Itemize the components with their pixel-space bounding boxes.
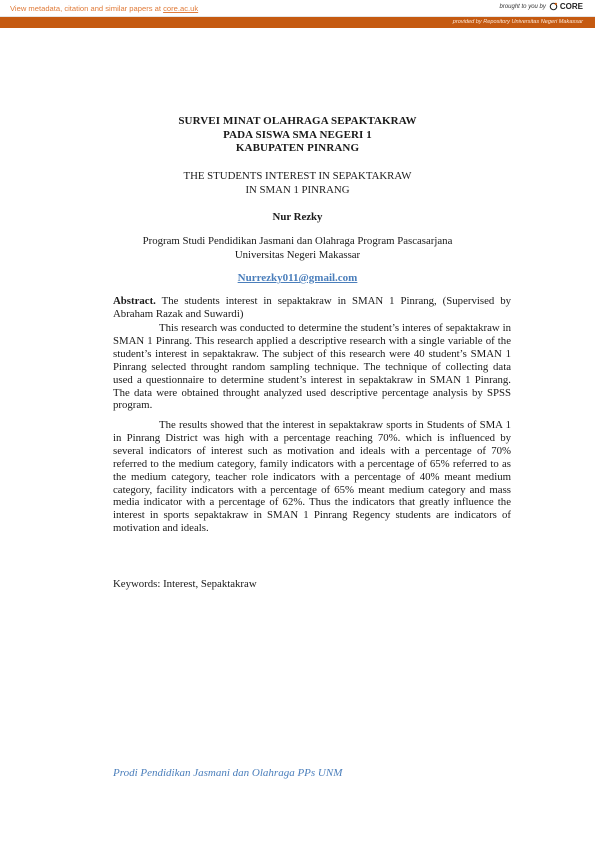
paper-title-id xyxy=(0,115,595,156)
provided-by-text: provided by Repository Universitas Negeri Makassar xyxy=(452,19,583,25)
brought-by-label: brought to you by xyxy=(499,3,546,10)
author-email-link[interactable]: Nurrezky011@gmail.com xyxy=(237,272,358,284)
title-en-line: THE STUDENTS INTEREST IN SEPAKTAKRAW xyxy=(183,170,412,182)
title-line: KABUPATEN PINRANG xyxy=(235,142,360,154)
abstract-intro-text: The students interest in sepaktakraw in SMAN 1 Pinrang, (Supervised by Abraham Razak and Suwardi) xyxy=(113,295,511,320)
abstract-intro xyxy=(113,295,511,321)
abstract-label: Abstract. xyxy=(113,295,156,307)
core-header xyxy=(0,0,595,17)
paper-title-en xyxy=(0,170,595,197)
abstract-paragraph-2 xyxy=(113,419,511,535)
paragraph-1-text: This research was conducted to determine the student’s interes of sepaktakraw in SMAN 1 Pinrang. This research applied a descriptive research with a single variable of the student’s interest in sepaktakraw. The subject of this research were 40 student’s SMAN 1 Pinrang selected throught random sampling technique. The technique of collecting data used a questionnaire to determine student’s interest in sepaktakraw in SMAN 1 Pinrang. The data were obtained throught analyzed used descriptive percentage analysis by SPSS program. xyxy=(113,322,511,412)
core-provided-bar xyxy=(0,17,595,28)
title-line: SURVEI MINAT OLAHRAGA SEPAKTAKRAW xyxy=(178,115,417,127)
title-line: PADA SISWA SMA NEGERI 1 xyxy=(223,128,372,141)
author-affiliation xyxy=(0,235,595,262)
core-link[interactable]: core.ac.uk xyxy=(163,4,199,13)
core-metadata-label: View metadata, citation and similar papers at xyxy=(10,4,164,13)
page-footer: Prodi Pendidikan Jasmani dan Olahraga PPs UNM xyxy=(113,767,343,779)
keywords: Keywords: Interest, Sepaktakraw xyxy=(113,578,257,590)
affiliation-line: Program Studi Pendidikan Jasmani dan Olahraga Program Pascasarjana xyxy=(142,235,453,247)
core-brought-by[interactable] xyxy=(500,2,584,11)
core-logo-icon xyxy=(549,2,558,11)
affiliation-line: Universitas Negeri Makassar xyxy=(234,248,361,261)
abstract-paragraph-1 xyxy=(113,322,511,412)
core-logo[interactable] xyxy=(549,2,583,11)
core-logo-text: CORE xyxy=(559,2,583,11)
author-name: Nur Rezky xyxy=(272,211,323,223)
paragraph-2-text: The results showed that the interest in sepaktakraw sports in Students of SMA 1 in Pinrang District was high with a percentage reaching 70%. which is influenced by several indicators of interest such as motivation and ideals with a percentage of 70% referred to the medium category, family indicators with a percentage of 65% referred to as the medium category, teacher role indicators with a percentage of 40% meant medium category, facility indicators with a percentage of 65% meant medium category and mass media indicator with a percentage of 62%. Thus the indicators that greatly influence the interest in sports sepaktakraw in SMAN 1 Pinrang Regency students are indicators of motivation and ideals. xyxy=(113,419,511,535)
core-metadata-text xyxy=(10,4,198,13)
title-en-line: IN SMAN 1 PINRANG xyxy=(245,183,350,196)
